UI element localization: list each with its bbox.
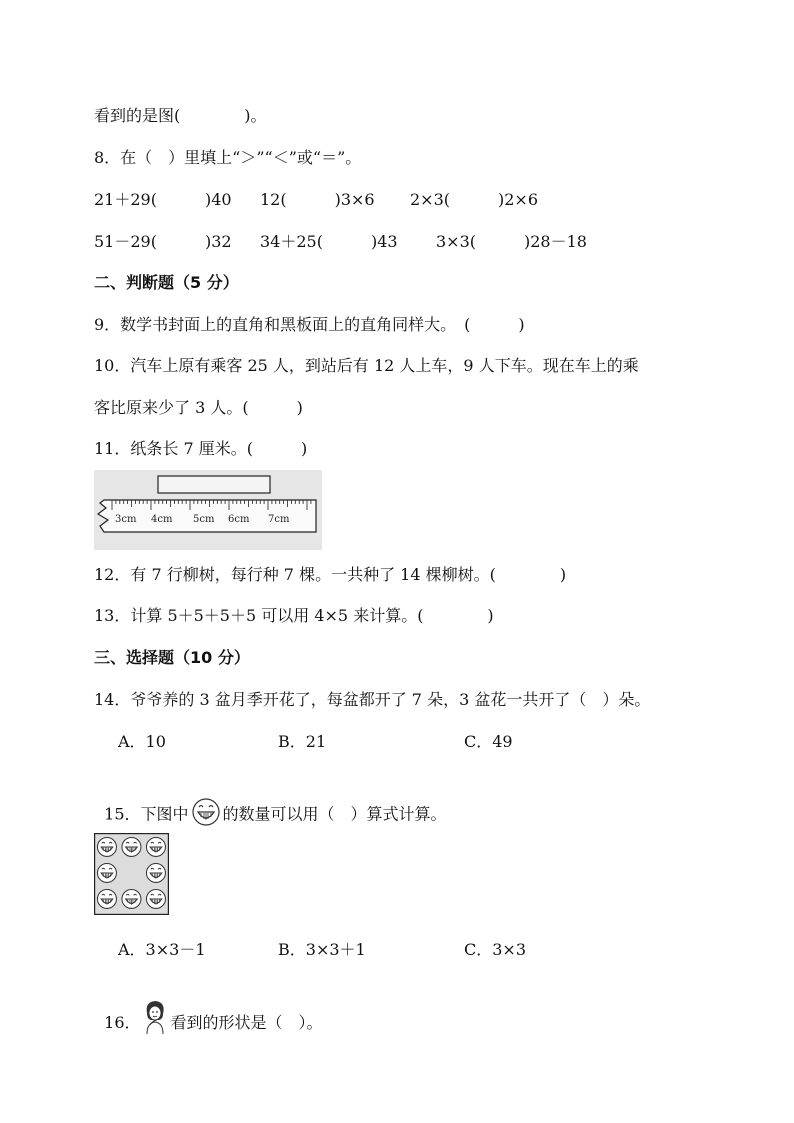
ruler-label-4cm: 4cm — [151, 514, 173, 525]
smiley-face-icon — [191, 797, 221, 827]
smiley-face-icon — [122, 889, 141, 908]
girl-looking-icon — [141, 999, 169, 1035]
smiley-face-icon — [97, 889, 116, 908]
ruler-label-7cm: 7cm — [268, 514, 290, 525]
section-3-heading: 三、选择题（10 分） — [94, 648, 250, 667]
q15-option-a: A．3×3－1 — [118, 940, 206, 959]
q8-row1-item2: 12( )3×6 — [260, 190, 375, 209]
smiley-face-icon — [122, 837, 141, 856]
paper-strip — [158, 476, 270, 493]
q8-row1-item3: 2×3( )2×6 — [410, 190, 539, 209]
smiley-face-icon — [146, 889, 165, 908]
q12: 12．有 7 行柳树，每行种 7 棵。一共种了 14 棵柳树。( ) — [94, 565, 567, 584]
q15 — [94, 781, 447, 827]
q15-prefix: 15．下图中 — [104, 804, 189, 824]
q8-row2-item3: 3×3( )28－18 — [436, 232, 587, 251]
smiley-grid-figure — [94, 833, 169, 915]
q15-option-b: B．3×3＋1 — [278, 940, 366, 959]
q10-line2: 客比原来少了 3 人。( ) — [94, 398, 303, 417]
smiley-face-icon — [146, 837, 165, 856]
q10-line1: 10．汽车上原有乘客 25 人，到站后有 12 人上车，9 人下车。现在车上的乘 — [94, 356, 639, 375]
q16-text: 看到的形状是（ ）。 — [170, 1013, 323, 1032]
q11: 11．纸条长 7 厘米。( ) — [94, 439, 308, 458]
q16 — [94, 990, 323, 1035]
q7-tail: 看到的是图( )。 — [94, 106, 267, 125]
ruler-figure — [94, 470, 322, 550]
ruler-label-3cm: 3cm — [115, 514, 137, 525]
q14-option-c: C．49 — [464, 732, 513, 751]
smiley-face-icon — [97, 837, 116, 856]
q8-title: 8．在（ ）里填上“＞”“＜”或“＝”。 — [94, 148, 362, 167]
q8-row1-item1: 21＋29( )40 — [94, 190, 232, 209]
q14-option-b: B．21 — [278, 732, 327, 751]
smiley-face-icon — [146, 863, 165, 882]
ruler-label-6cm: 6cm — [228, 514, 250, 525]
q14: 14．爷爷养的 3 盆月季开花了，每盆都开了 7 朵，3 盆花一共开了（ ）朵。 — [94, 690, 651, 709]
q15-option-c: C．3×3 — [464, 940, 527, 959]
q8-row2-item2: 34＋25( )43 — [260, 232, 398, 251]
smiley-face-icon — [97, 863, 116, 882]
q8-row2-item1: 51－29( )32 — [94, 232, 232, 251]
q15-suffix: 的数量可以用（ ）算式计算。 — [222, 804, 447, 824]
q16-number: 16． — [104, 1013, 141, 1032]
q13: 13．计算 5＋5＋5＋5 可以用 4×5 来计算。( ) — [94, 606, 494, 625]
q14-option-a: A．10 — [118, 732, 166, 751]
ruler-label-5cm: 5cm — [193, 514, 215, 525]
section-2-heading: 二、判断题（5 分） — [94, 273, 239, 292]
q9: 9．数学书封面上的直角和黑板面上的直角同样大。 ( ) — [94, 315, 525, 334]
